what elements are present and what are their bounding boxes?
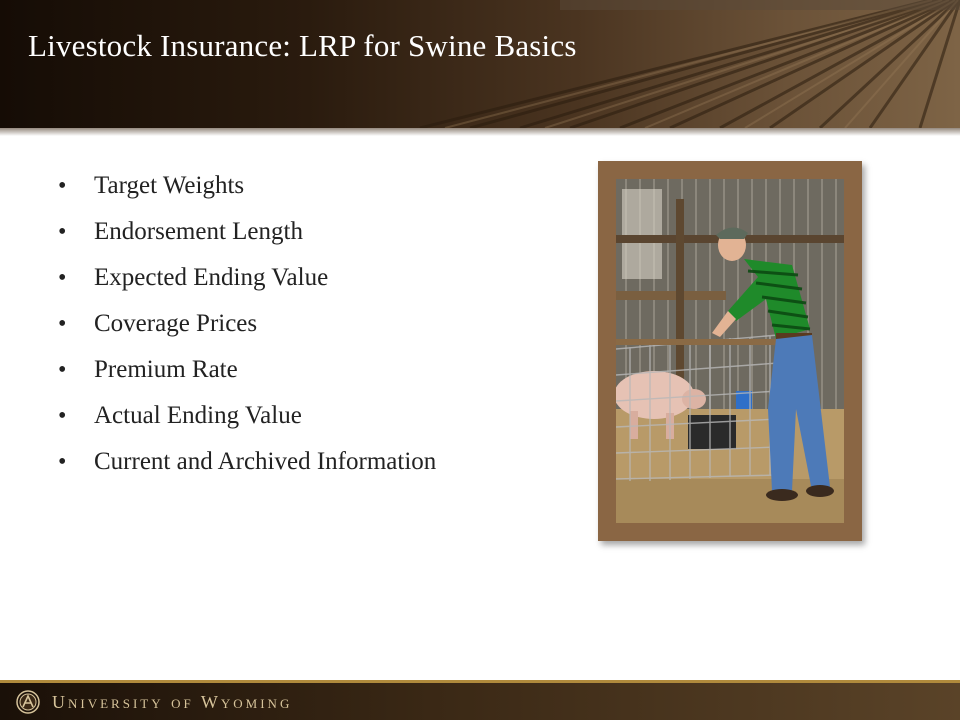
institution-name: University of Wyoming [52,692,293,712]
slide-title: Livestock Insurance: LRP for Swine Basics [28,28,577,63]
bullet-item: • Coverage Prices [56,304,576,350]
bullet-item: • Current and Archived Information [56,442,576,488]
bullet-item: • Premium Rate [56,350,576,396]
footer-accent-line [0,680,960,683]
photo-frame [598,161,862,541]
bullet-list [56,166,576,488]
header-shadow [0,128,960,136]
bullet-item: • Expected Ending Value [56,258,576,304]
bullet-item: • Target Weights [56,166,576,212]
bullet-item: • Endorsement Length [56,212,576,258]
header-banner [0,0,960,128]
university-logo-icon [16,690,40,714]
farmer-feeding-pig-photo [616,179,844,523]
bullet-item: • Actual Ending Value [56,396,576,442]
